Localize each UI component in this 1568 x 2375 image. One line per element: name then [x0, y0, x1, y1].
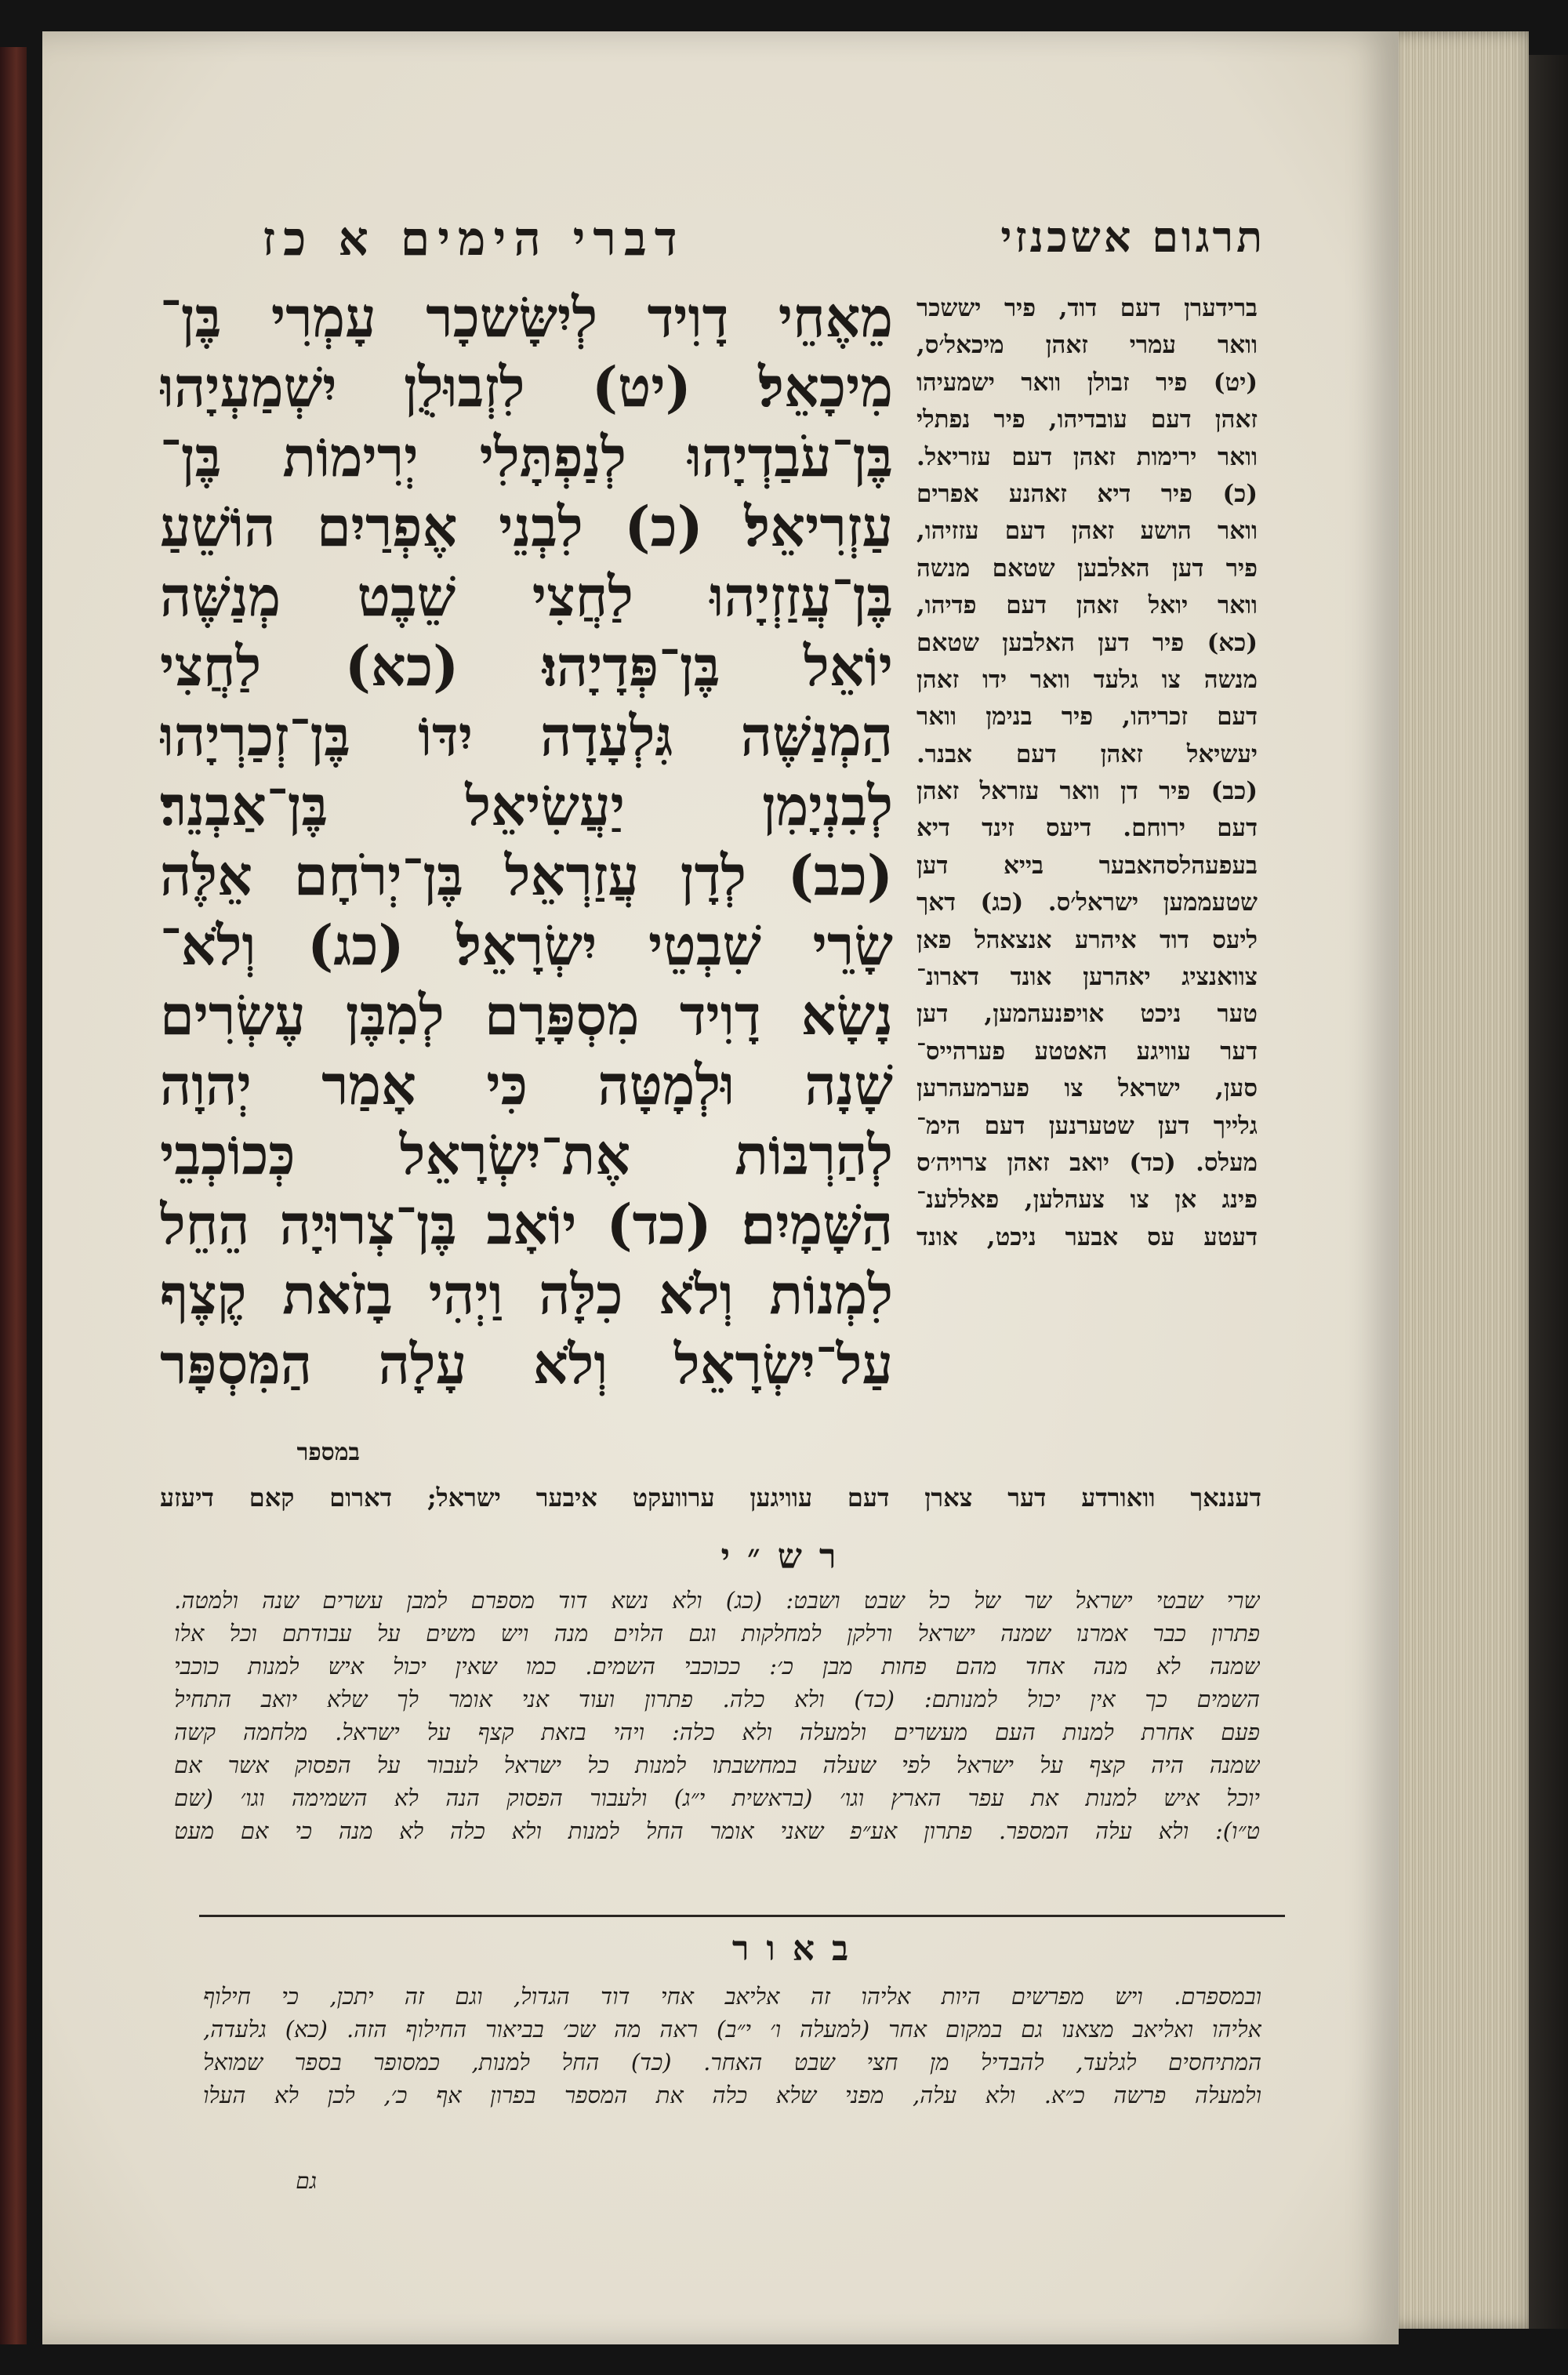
targum-line: דעם ירוחם. דיעס זינד דיא [916, 814, 1258, 843]
targum-line: זאהן דעם עובדיהו, פיר נפתלי [916, 405, 1258, 434]
rashi-line: שמנה היה קצף על ישראל לפי שעלה במחשבתו למנות כל ישראל לעבור על הפסוק אשר אם [174, 1752, 1260, 1778]
bible-line: הַמְנַשֶּׁה גִּלְעָדָה יִדּוֹ בֶּן־זְכַרְיָהוּ [160, 703, 893, 768]
bible-line: לִמְנוֹת וְלֹא כִלָּה וַיְהִי בָזֹאת קֶצֶף [160, 1262, 893, 1327]
rashi-line: יוכל איש למנות את עפר הארץ וגו׳ (בראשית י״ג) ולעבור הפסוק הנה לא השמימה וגו׳ (שם [174, 1785, 1260, 1811]
biur-line: ובמספרם. ויש מפרשים היות אליהו זה אליאב אחי דוד הגדול, וגם זה יתכן, כי חילוף [203, 1983, 1261, 2010]
book-page [42, 31, 1399, 2344]
bible-line: עַל־יִשְׂרָאֵל וְלֹא עָלָה הַמִּסְפָּר [160, 1331, 893, 1396]
targum-line: דער עוויגע האטטע פערהייס־ [916, 1037, 1258, 1066]
targum-line: גלייך דען שטערנען דעם הימ־ [916, 1111, 1258, 1140]
targum-line: (יט) פיר זבולן וואר ישמעיהו [916, 368, 1258, 397]
bible-line: נָשָׂא דָוִיד מִסְפָּרָם לְמִבֶּן עֶשְׂרִים [160, 982, 893, 1048]
targum-line: (כב) פיר דן וואר עזראל זאהן [916, 777, 1258, 806]
targum-line: וואר הושע זאהן דעם עזזיהו, [916, 517, 1258, 546]
targum-line: ברידערן דעם דוד, פיר יששכר [916, 294, 1258, 322]
running-head-book: דברי הימים א כז [262, 212, 685, 267]
targum-line: מעלס. (כד) יואב זאהן צרויה׳ס [916, 1148, 1258, 1177]
targum-line: דעם זכריהו, פיר בנימן וואר [916, 703, 1258, 732]
rashi-heading: רש״י [720, 1537, 854, 1577]
bible-line: עַזְרִיאֵל׃ (כ) לִבְנֵי אֶפְרַיִם הוֹשֵׁעַ [160, 494, 893, 559]
targum-line: וואר ירימות זאהן דעם עזריאל. [916, 442, 1258, 471]
biur-line: ולמעלה פרשה כ״א. ולא עלה, מפני שלא כלה את המספר בפרון אף כ׳, לכן לא העלו [203, 2082, 1261, 2108]
bible-line: בֶּן־עֹבַדְיָהוּ לְנַפְתָּלִי יְרִימוֹת בֶּן־ [160, 424, 893, 489]
book-binding-left [0, 47, 27, 2344]
targum-column [916, 290, 1258, 1256]
page-content [42, 31, 1399, 2344]
targum-line: בעפעהלסהאבער בייא דען [916, 851, 1258, 880]
targum-line: (כ) פיר דיא זאהנע אפרים [916, 479, 1258, 508]
rashi-commentary [174, 1584, 1260, 1847]
biur-line: המתיחסים לגלעד, להבדיל מן חצי שבט האחר. (כד) החל למנות, כמסופר בספר שמואל [203, 2049, 1261, 2075]
bible-line: בֶּן־עֲזַזְיָהוּ לַחֲצִי שֵׁבֶט מְנַשֶּׁה [160, 564, 893, 629]
bible-line: הַשָּׁמָיִם׃ (כד) יוֹאָב בֶּן־צְרוּיָה הֵחֵל [160, 1192, 893, 1257]
biur-heading: באור [731, 1929, 866, 1969]
targum-line: פינג אן צו צעהלען, פאללענ־ [916, 1186, 1258, 1215]
book-page-edges [1388, 31, 1529, 2329]
targum-line: ליעס דוד איהרע אנצאהל פאן [916, 925, 1258, 954]
rashi-line: שרי שבטי ישראל שר של כל שבט ושבט: (כג) ולא נשא דוד מספרם למבן עשרים שנה ולמטה. [174, 1587, 1260, 1614]
bible-line: לְהַרְבּוֹת אֶת־יִשְׂרָאֵל כְּכוֹכְבֵי [160, 1122, 893, 1187]
rashi-line: השמים כך אין יכול למנותם: (כד) ולא כלה. פתרון ועוד אני אומר לך שלא יואב התחיל [174, 1686, 1260, 1712]
rashi-line: שמנה לא מנה אחד מהם פחות מבן כ׳: ככוכבי השמים. כמו שאין יכול איש למנות כוכבי [174, 1653, 1260, 1680]
catchword: במספר [296, 1439, 360, 1466]
bible-text-column [160, 282, 893, 1399]
targum-line: פיר דען האלבען שטאם מנשה [916, 554, 1258, 583]
biur-commentary [203, 1980, 1261, 2112]
targum-line: וואר יואל זאהן דעם פדיהו, [916, 591, 1258, 620]
running-head-targum: תרגום אשכנזי [1000, 212, 1265, 262]
biur-line: אליהו ואליאב מצאנו גם במקום אחר (למעלה ו׳ י״ב) ראה מה שכ׳ בביאור החילוף הזה. (כא) גלעדה, [203, 2016, 1261, 2043]
targum-line: שטעממען ישראל׳ס. (כג) דאך [916, 888, 1258, 917]
targum-line: טער ניכט אויפנעהמען, דען [916, 1000, 1258, 1029]
targum-line: סען, ישראל צו פערמעהרען [916, 1074, 1258, 1103]
targum-line: (כא) פיר דען האלבען שטאם [916, 628, 1258, 657]
targum-line: וואר עמרי זאהן מיכאל׳ס, [916, 331, 1258, 360]
bible-line: שָׂרֵי שִׁבְטֵי יִשְׂרָאֵל׃ (כג) וְלֹא־ [160, 913, 893, 978]
targum-line: יעשיאל זאהן דעם אבנר. [916, 739, 1258, 768]
targum-line: צוואנציג יאהרען אונד דארונ־ [916, 963, 1258, 992]
targum-line: דעטע עס אבער ניכט, אונד [916, 1222, 1258, 1251]
bible-line: שָׁנָה וּלְמָטָּה כִּי אָמַר יְהוָה [160, 1052, 893, 1117]
rashi-line: ט״ו): ולא עלה המספר. פתרון אע״פ שאני אומר החל למנות ולא כלה לא מנה כי אם מעט [174, 1818, 1260, 1844]
bible-line: (כב) לְדָן עֲזַרְאֵל בֶּן־יְרֹחָם אֵלֶּה [160, 843, 893, 908]
biur-catchword: גם [296, 2168, 317, 2194]
targum-continuation-line: דעננאך וואורדע דער צארן דעם עוויגען ערוועקט איבער ישראל; דארום קאם דיעזע [160, 1483, 1261, 1513]
rashi-line: פתרון כבר אמרנו שמנה ישראל ורלקן למחלקות וגם הלוים מנה ויש משים על עבודתם וכל אלו [174, 1620, 1260, 1647]
book-cover-right [1529, 55, 1568, 2329]
bible-line: לְבִנְיָמִן יַעֲשִׂיאֵל בֶּן־אַבְנֵר׃ [160, 773, 893, 838]
bible-line: יוֹאֵל בֶּן־פְּדָיָהוּ׃ (כא) לַחֲצִי [160, 634, 893, 699]
bible-line: מֵאֶחֵי דָוִיד לְיִשָּׂשכָר עָמְרִי בֶּן־ [160, 285, 893, 350]
targum-line: מנשה צו גלעד וואר ידו זאהן [916, 665, 1258, 694]
section-divider [199, 1915, 1285, 1917]
rashi-line: פעם אחרת למנות העם מעשרים ולמעלה ולא כלה: ויהי בזאת קצף על ישראל. מלחמה קשה [174, 1719, 1260, 1745]
bible-line: מִיכָאֵל׃ (יט) לִזְבוּלֻן יִשְׁמַעְיָהוּ [160, 354, 893, 419]
